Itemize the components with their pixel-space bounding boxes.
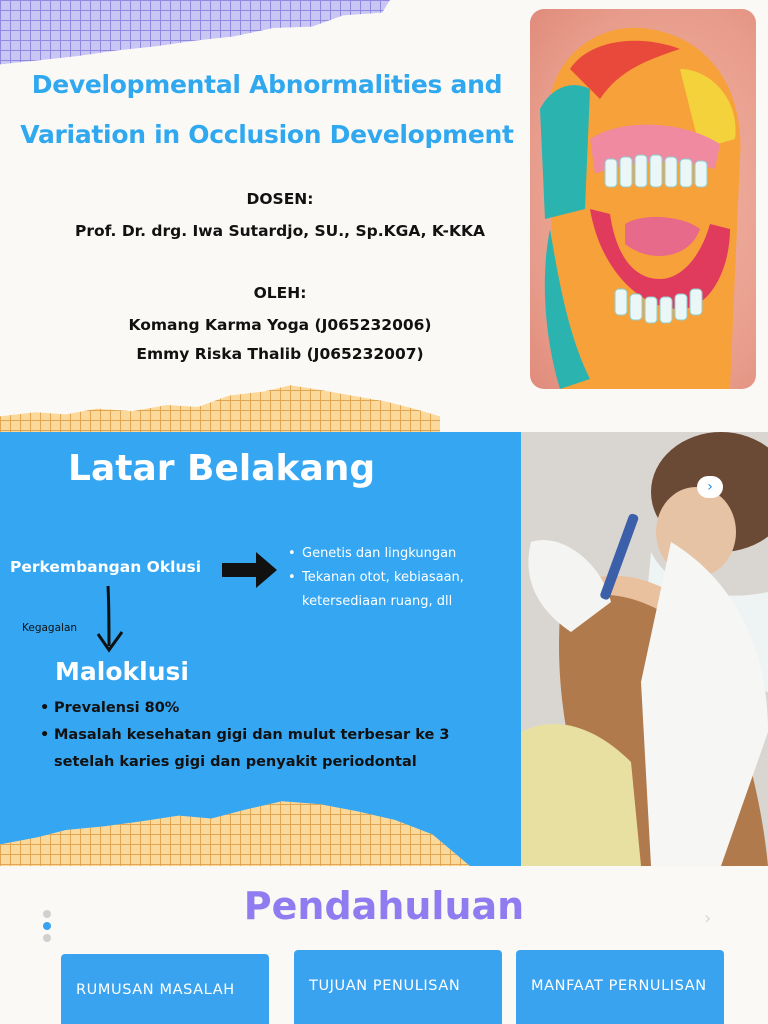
title-slide [0, 0, 768, 432]
slide-heading: Pendahuluan [243, 884, 525, 928]
card-tujuan-penulisan[interactable] [294, 950, 502, 1024]
next-arrow-icon[interactable]: › [704, 908, 712, 929]
dentist-photo-illustration [521, 432, 768, 866]
background-slide [0, 432, 768, 866]
slide-heading: Latar Belakang [68, 448, 376, 489]
card-label: MANFAAT PERNULISAN [531, 978, 707, 994]
result-point-list [40, 695, 449, 776]
result-point: • Prevalensi 80% [40, 700, 180, 716]
failure-label: Kegagalan [22, 622, 78, 634]
grid-paper-decoration-blue [0, 794, 470, 866]
card-manfaat-pernulisan[interactable] [516, 950, 724, 1024]
result-heading: Maloklusi [55, 657, 189, 686]
jaw-anatomy-image [530, 9, 756, 389]
jaw-anatomy-illustration [530, 9, 756, 389]
pagination-dot[interactable] [43, 934, 51, 942]
result-point: setelah karies gigi dan penyakit periodontal [54, 754, 417, 770]
result-point: • Masalah kesehatan gigi dan mulut terbesar ke 3 [40, 727, 450, 743]
pagination-dot-active[interactable] [43, 922, 51, 930]
oleh-label: OLEH: [253, 284, 307, 302]
title-line-2: Variation in Occlusion Development [20, 120, 514, 149]
factor-list [288, 542, 464, 614]
flow-start-label: Perkembangan Oklusi [10, 558, 202, 576]
dosen-label: DOSEN: [246, 190, 314, 208]
author-2: Emmy Riska Thalib (J065232007) [136, 345, 424, 363]
next-slide-button[interactable] [697, 476, 723, 498]
arrow-down-icon [96, 584, 126, 654]
factor-item: • Tekanan otot, kebiasaan, [288, 570, 464, 585]
background-panel [0, 432, 521, 866]
presentation-title [6, 60, 528, 160]
dentist-photo [521, 432, 768, 866]
pagination-dot[interactable] [43, 910, 51, 918]
card-label: TUJUAN PENULISAN [309, 978, 461, 994]
title-line-1: Developmental Abnormalities and [31, 70, 503, 99]
factor-item: • Genetis dan lingkungan [288, 546, 457, 561]
card-rumusan-masalah[interactable] [61, 954, 269, 1024]
grid-paper-decoration-bottom [0, 380, 440, 432]
factor-item: ketersediaan ruang, dll [302, 594, 453, 609]
arrow-right-icon [222, 550, 278, 590]
dosen-name: Prof. Dr. drg. Iwa Sutardjo, SU., Sp.KGA, K-KKA [74, 222, 486, 240]
chevron-right-icon: › [707, 479, 713, 495]
introduction-slide [0, 866, 768, 1024]
card-label: RUMUSAN MASALAH [76, 982, 235, 998]
author-1: Komang Karma Yoga (J065232006) [128, 316, 432, 334]
